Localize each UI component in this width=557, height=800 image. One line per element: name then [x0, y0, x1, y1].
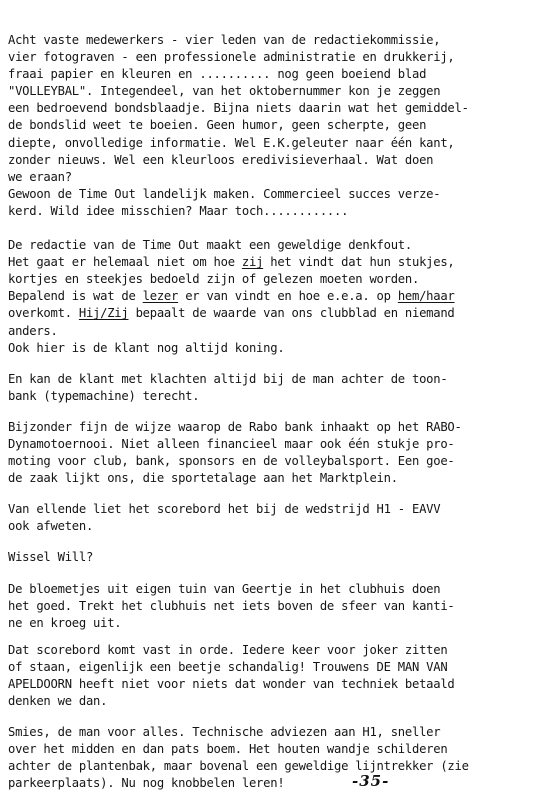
text-line: ook afweten. — [8, 519, 94, 534]
paragraph-bloemetjes — [8, 581, 553, 632]
text-line: het goed. Trekt het clubhuis net iets boven de sfeer van kanti- — [8, 598, 455, 613]
text-line: Dat scorebord komt vast in orde. Iedere keer voor joker zitten — [8, 642, 448, 657]
text-line: Acht vaste medewerkers - vier leden van de redactiekommissie, — [8, 33, 441, 47]
paragraph-apeldoorn — [8, 642, 553, 710]
text-line: zonder nieuws. Wel een kleurloos eredivisieverhaal. Wat doen — [8, 152, 434, 167]
text-line: bank (typemachine) terecht. — [8, 388, 200, 403]
page-number: -35- — [352, 772, 390, 790]
underlined-word: Hij/Zij — [78, 306, 129, 321]
text-line: kortjes en steekjes bedoeld zijn of gelezen moeten worden. — [8, 272, 420, 287]
text-line: Bijzonder fijn de wijze waarop de Rabo bank inhaakt op het RABO- — [8, 419, 462, 434]
text-line: de bondslid weet te boeien. Geen humor, geen scherpte, geen — [8, 118, 427, 133]
text-line: Ook hier is de klant nog altijd koning. — [8, 340, 285, 355]
typed-page — [8, 32, 553, 793]
text-line: Wissel Will? — [8, 550, 94, 565]
text-line: of staan, eigenlijk een beetje schandalig! Trouwens DE MAN VAN — [8, 659, 448, 674]
text-line: een bedroevend bondsblaadje. Bijna niets daarin wat het gemiddel- — [8, 101, 469, 116]
text-line: Smies, de man voor alles. Technische adviezen aan H1, sneller — [8, 725, 441, 740]
text-line: APELDOORN heeft niet voor niets dat wonder van techniek betaald — [8, 677, 455, 691]
text-line: moting voor club, bank, sponsors en de volleybalsport. Een goe- — [8, 454, 455, 469]
text-line: "VOLLEYBAL". Integendeel, van het oktobernummer kon je zeggen — [8, 84, 441, 99]
text-line: kerd. Wild idee misschien? Maar toch............ — [8, 203, 349, 218]
paragraph-wissel — [8, 549, 553, 566]
text-line: Van ellende liet het scorebord het bij de wedstrijd H1 - EAVV — [8, 502, 441, 517]
text-line-with-underline: Bepalend is wat de lezer er van vindt en hoe e.e.a. op hem/haar — [8, 289, 455, 304]
text-line: vier fotograven - een professionele administratie en drukkerij, — [8, 50, 455, 65]
text-line: parkeerplaats). Nu nog knobbelen leren! — [8, 776, 285, 791]
text-line: Gewoon de Time Out landelijk maken. Commercieel succes verze- — [8, 186, 441, 201]
text-line: ne en kroeg uit. — [8, 615, 122, 630]
text-line-with-underline: overkomt. Hij/Zij bepaalt de waarde van ons clubblad en niemand — [8, 306, 455, 321]
paragraph-scorebord — [8, 501, 553, 535]
underlined-word: hem/haar — [397, 289, 455, 304]
text-line: De redactie van de Time Out maakt een geweldige denkfout. — [8, 238, 412, 253]
text-line: denken we dan. — [8, 694, 108, 709]
text-line: de zaak lijkt ons, die sportetalage aan het Marktplein. — [8, 471, 398, 486]
paragraph-rabo — [8, 419, 553, 487]
text-line: diepte, onvolledige informatie. Wel E.K.geleuter naar één kant, — [8, 135, 455, 150]
text-line: we eraan? — [8, 169, 72, 184]
text-line: over het midden en dan pats boem. Het houten wandje schilderen — [8, 742, 448, 757]
text-line: anders. — [8, 323, 58, 338]
paragraph-smies — [8, 724, 553, 792]
text-line: De bloemetjes uit eigen tuin van Geertje in het clubhuis doen — [8, 581, 441, 596]
underlined-word: zij — [241, 255, 264, 270]
underlined-word: lezer — [142, 289, 179, 304]
paragraph-denkfout — [8, 237, 553, 357]
text-line-with-underline: Het gaat er helemaal niet om hoe zij het vindt dat hun stukjes, — [8, 255, 455, 270]
text-line: fraai papier en kleuren en .......... nog geen boeiend blad — [8, 67, 427, 82]
paragraph-klant — [8, 371, 553, 405]
text-line: En kan de klant met klachten altijd bij de man achter de toon- — [8, 371, 448, 386]
text-line: achter de plantenbak, maar bovenal een geweldige lijntrekker (zie — [8, 759, 469, 774]
text-line: Dynamotoernooi. Niet alleen financieel maar ook één stukje pro- — [8, 436, 455, 451]
paragraph-volleybal-critique — [8, 32, 553, 220]
